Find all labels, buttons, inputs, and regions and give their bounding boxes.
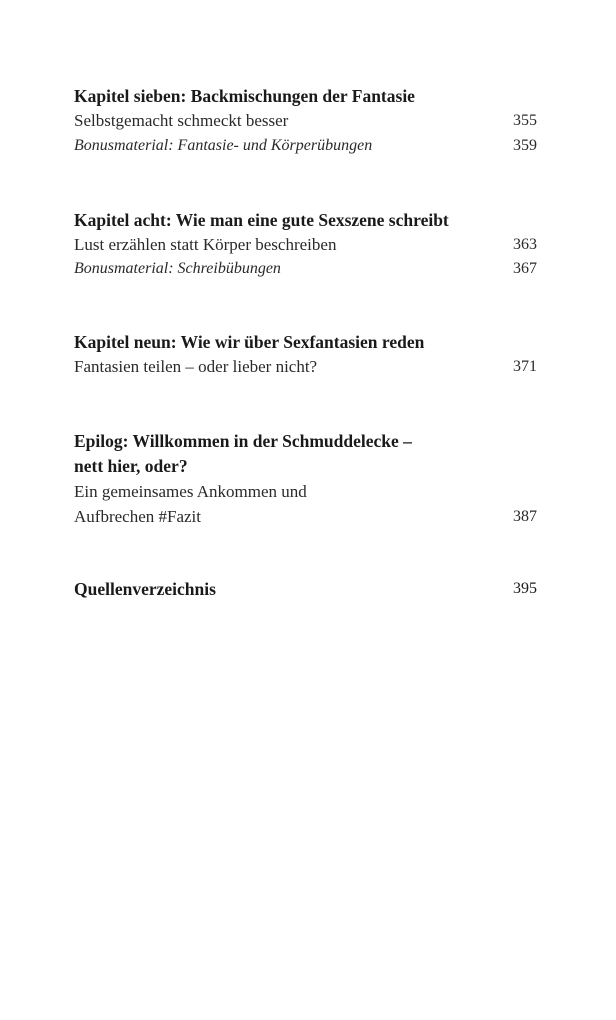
epilog-title-line-1 [74, 428, 537, 454]
chapter-9-title [74, 329, 537, 355]
toc-entry-page: 395 [513, 580, 537, 597]
sources-title-text: Quellenverzeichnis [74, 579, 216, 599]
toc-entry-page: 371 [513, 358, 537, 375]
toc-entry-line-2 [74, 504, 537, 530]
chapter-7-title-text: Kapitel sieben: Backmischungen der Fantasie [74, 86, 415, 106]
toc-entry [74, 108, 537, 134]
toc-entry [74, 232, 537, 258]
toc-entry-line-1 [74, 479, 537, 505]
toc-entry-text: Fantasien teilen – oder lieber nicht? [74, 357, 318, 376]
toc-entry-page: 363 [513, 236, 537, 253]
chapter-9-title-text: Kapitel neun: Wie wir über Sexfantasien reden [74, 332, 425, 352]
toc-entry [74, 354, 537, 380]
epilog-title-text: Epilog: Willkommen in der Schmuddelecke – [74, 431, 412, 451]
toc-entry-bonus [74, 256, 537, 282]
toc-entry-text: Bonusmaterial: Schreibübungen [74, 260, 281, 277]
toc-entry-page: 359 [513, 137, 537, 154]
chapter-8-title [74, 207, 537, 233]
sources-title [74, 576, 537, 602]
toc-entry-text: Lust erzählen statt Körper beschreiben [74, 235, 337, 254]
toc-entry-text: Bonusmaterial: Fantasie- und Körperübungen [74, 137, 373, 154]
epilog-title-text: nett hier, oder? [74, 456, 188, 476]
toc-entry-bonus [74, 133, 537, 159]
toc-entry-text: Aufbrechen #Fazit [74, 507, 201, 526]
chapter-8-title-text: Kapitel acht: Wie man eine gute Sexszene schreibt [74, 210, 449, 230]
chapter-7-title [74, 83, 537, 109]
toc-entry-page: 367 [513, 260, 537, 277]
toc-entry-text: Selbstgemacht schmeckt besser [74, 111, 289, 130]
toc-entry-text: Ein gemeinsames Ankommen und [74, 482, 307, 501]
toc-entry-page: 387 [513, 508, 537, 525]
epilog-title-line-2 [74, 453, 537, 479]
toc-entry-page: 355 [513, 112, 537, 129]
